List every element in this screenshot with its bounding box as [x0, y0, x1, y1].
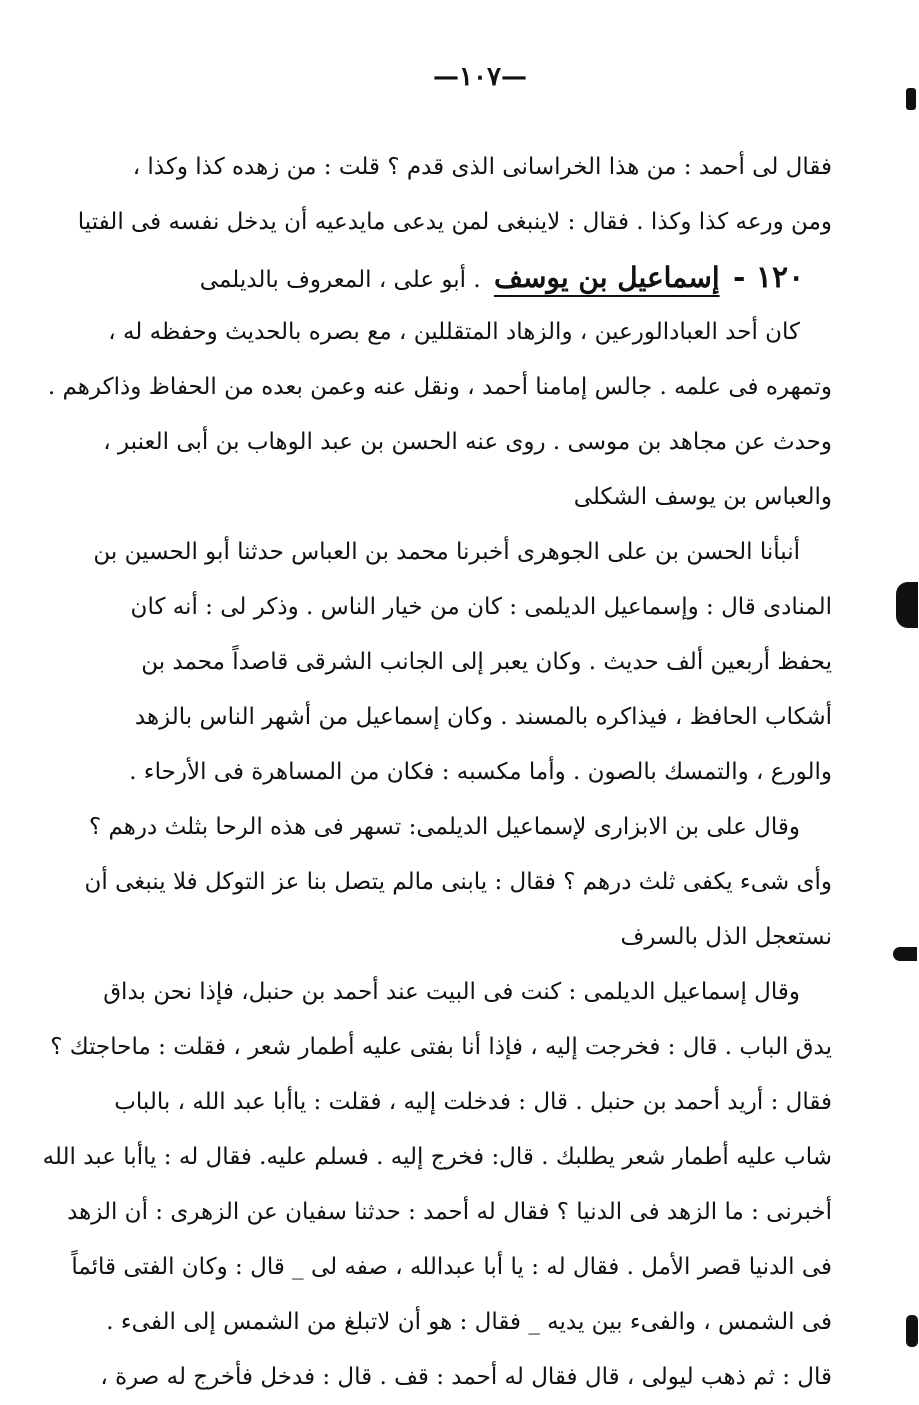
scan-margin-mark — [906, 88, 916, 110]
text-line: شاب عليه أطمار شعر يطلبك . قال: فخرج إليه . فسلم عليه. فقال له : ياأبا عبد الله — [42, 1144, 832, 1170]
text-line: والورع ، والتمسك بالصون . وأما مكسبه : فكان من المساهرة فى الأرحاء . — [129, 759, 832, 785]
text-line: والعباس بن يوسف الشكلى — [573, 484, 832, 510]
scan-margin-mark — [906, 1315, 918, 1347]
text-line: وحدث عن مجاهد بن موسى . روى عنه الحسن بن عبد الوهاب بن أبى العنبر ، — [103, 429, 832, 455]
text-line: فى الشمس ، والفىء بين يديه _ فقال : هو أن لاتبلغ من الشمس إلى الفىء . — [106, 1309, 832, 1335]
text-line: أشكاب الحافظ ، فيذاكره بالمسند . وكان إسماعيل من أشهر الناس بالزهد — [134, 704, 832, 730]
entry-subtitle: . أبو على ، المعروف بالديلمى — [199, 267, 481, 293]
entry-number: ١٢٠ - — [732, 260, 805, 295]
text-line: أخبرنى : ما الزهد فى الدنيا ؟ فقال له أحمد : حدثنا سفيان عن الزهرى : أن الزهد — [67, 1199, 832, 1225]
text-line: فى الدنيا قصر الأمل . فقال له : يا أبا عبدالله ، صفه لى _ قال : وكان الفتى قائماً — [71, 1254, 832, 1280]
entry-heading — [172, 250, 832, 305]
text-line: نستعجل الذل بالسرف — [620, 924, 832, 950]
scan-margin-mark — [893, 947, 917, 961]
page-number: —١٠٧— — [433, 62, 527, 92]
text-line: فقال : أريد أحمد بن حنبل . قال : فدخلت إليه ، فقلت : ياأبا عبد الله ، بالباب — [114, 1089, 832, 1115]
text-line: يدق الباب . قال : فخرجت إليه ، فإذا أنا بفتى عليه أطمار شعر ، فقلت : ماحاجتك ؟ — [50, 1034, 832, 1060]
text-line: وقال على بن الابزارى لإسماعيل الديلمى: تسهر فى هذه الرحا بثلث درهم ؟ — [88, 814, 800, 840]
text-line: كان أحد العبادالورعين ، والزهاد المتقللين ، مع بصره بالحديث وحفظه له ، — [108, 319, 800, 345]
text-line: وتمهره فى علمه . جالس إمامنا أحمد ، ونقل عنه وعمن بعده من الحفاظ وذاكرهم . — [47, 374, 832, 400]
body-text — [42, 140, 832, 1405]
text-line: قال : ثم ذهب ليولى ، قال فقال له أحمد : قف . قال : فدخل فأخرج له صرة ، — [100, 1364, 832, 1390]
text-line: المنادى قال : وإسماعيل الديلمى : كان من خيار الناس . وذكر لى : أنه كان — [130, 594, 832, 620]
text-line: وقال إسماعيل الديلمى : كنت فى البيت عند أحمد بن حنبل، فإذا نحن بداق — [103, 979, 800, 1005]
text-line: يحفظ أربعين ألف حديث . وكان يعبر إلى الجانب الشرقى قاصداً محمد بن — [141, 649, 832, 675]
text-line: ومن ورعه كذا وكذا . فقال : لاينبغى لمن يدعى مايدعيه أن يدخل نفسه فى الفتيا — [77, 209, 832, 235]
scan-margin-mark — [896, 582, 918, 628]
text-line: وأى شىء يكفى ثلث درهم ؟ فقال : يابنى مالم يتصل بنا عز التوكل فلا ينبغى أن — [84, 869, 832, 895]
entry-name: إسماعيل بن يوسف — [493, 261, 720, 294]
text-line: أنبأنا الحسن بن على الجوهرى أخبرنا محمد بن العباس حدثنا أبو الحسين بن — [93, 539, 800, 565]
text-line: فقال لى أحمد : من هذا الخراسانى الذى قدم ؟ قلت : من زهده كذا وكذا ، — [132, 154, 832, 180]
